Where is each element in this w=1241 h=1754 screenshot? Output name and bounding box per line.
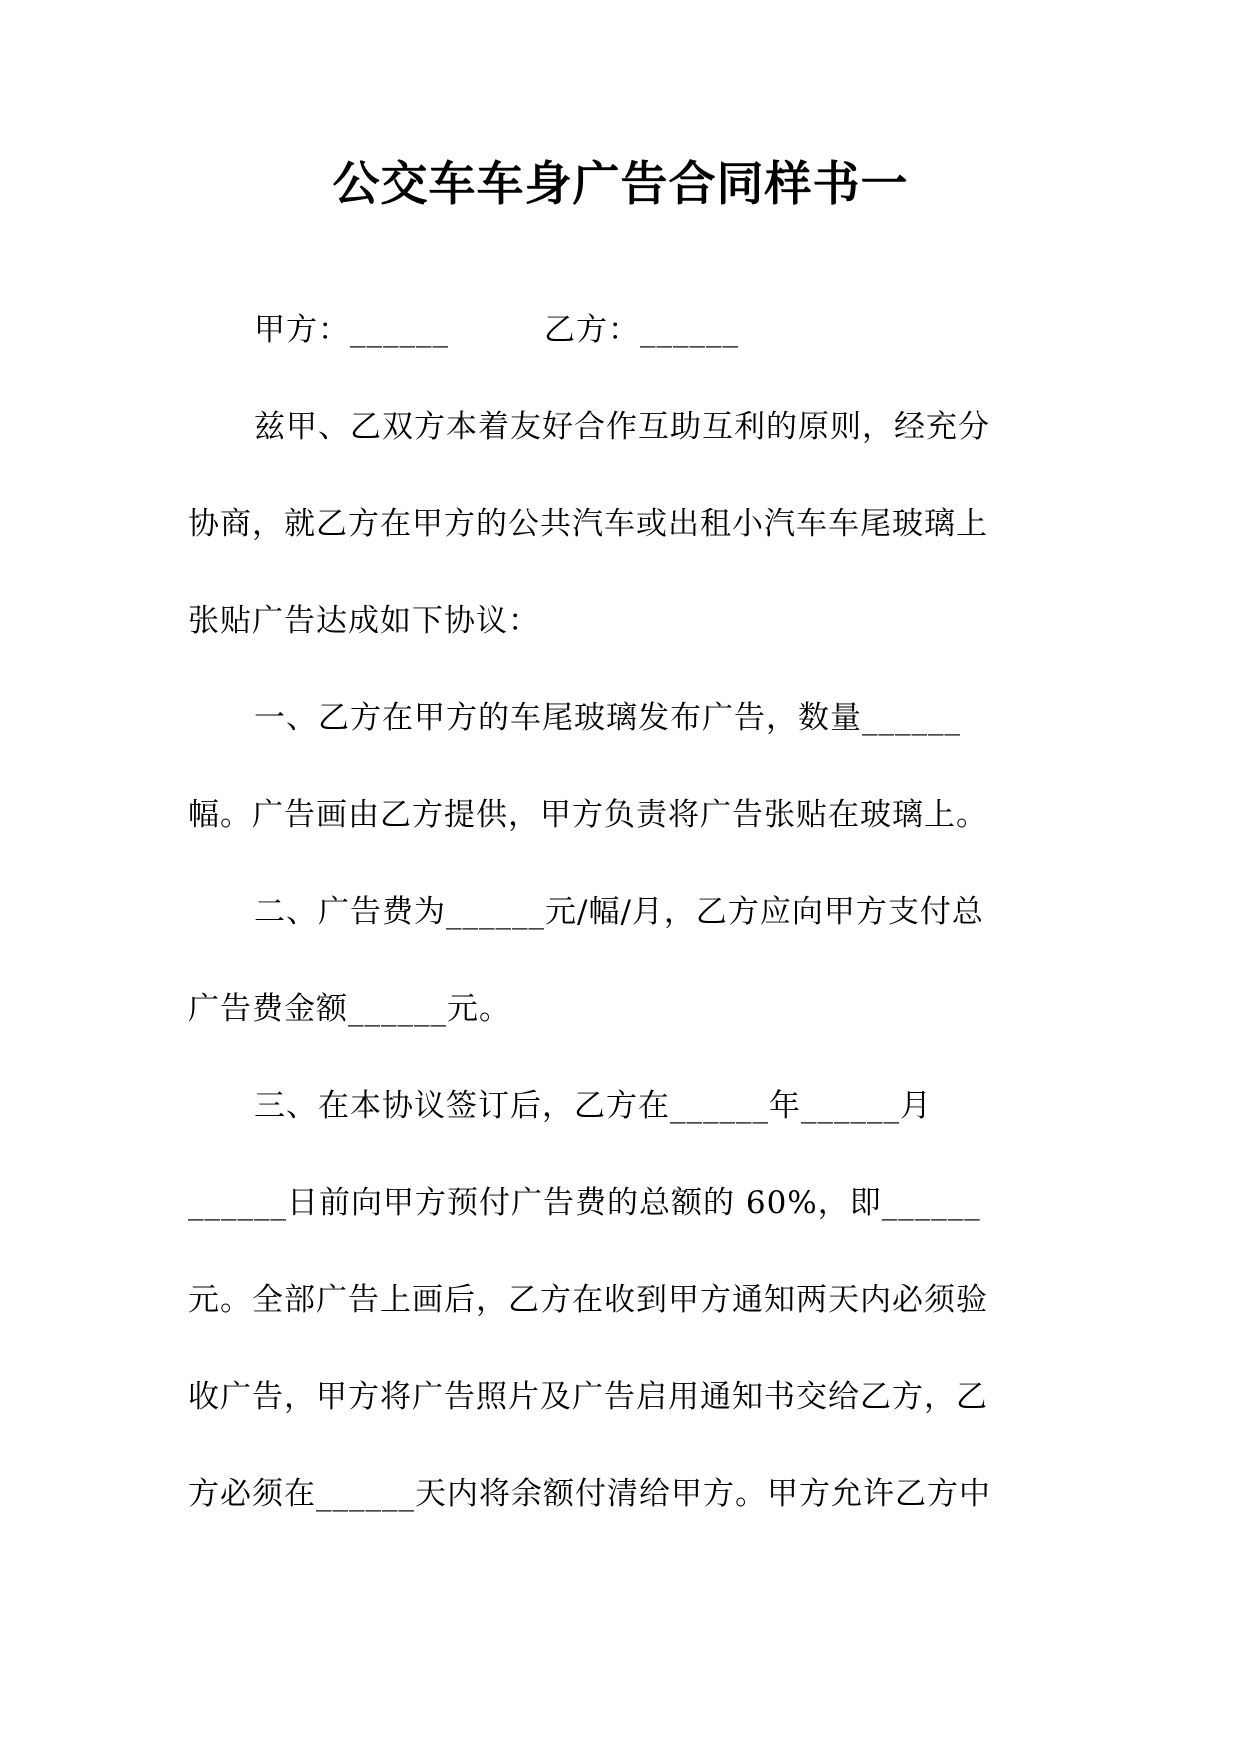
clause-3-line: 收广告，甲方将广告照片及广告启用通知书交给乙方，乙 [188,1379,988,1415]
paragraph-line: 张贴广告达成如下协议： [188,603,540,639]
clause-3-line: 方必须在______天内将余额付清给甲方。甲方允许乙方中 [188,1476,991,1512]
clause-3-line: ______日前向甲方预付广告费的总额的 60%，即______ [188,1185,981,1221]
clause-2-line: 广告费金额______元。 [188,991,511,1027]
paragraph-line: 协商，就乙方在甲方的公共汽车或出租小汽车车尾玻璃上 [188,506,988,542]
clause-2-line: 二、广告费为______元/幅/月，乙方应向甲方支付总 [254,894,984,930]
document-title: 公交车车身广告合同样书一 [332,157,909,212]
clause-3-line: 三、在本协议签订后，乙方在______年______月 [254,1088,932,1124]
clause-3-line: 元。全部广告上画后，乙方在收到甲方通知两天内必须验 [188,1282,988,1318]
clause-1-line: 幅。广告画由乙方提供，甲方负责将广告张贴在玻璃上。 [188,797,988,833]
clause-1-line: 一、乙方在甲方的车尾玻璃发布广告，数量______ [254,700,961,736]
party-a-field: 甲方：______ [254,312,449,348]
paragraph-line: 兹甲、乙双方本着友好合作互助互利的原则，经充分 [254,409,990,445]
party-b-field: 乙方：______ [544,312,739,348]
